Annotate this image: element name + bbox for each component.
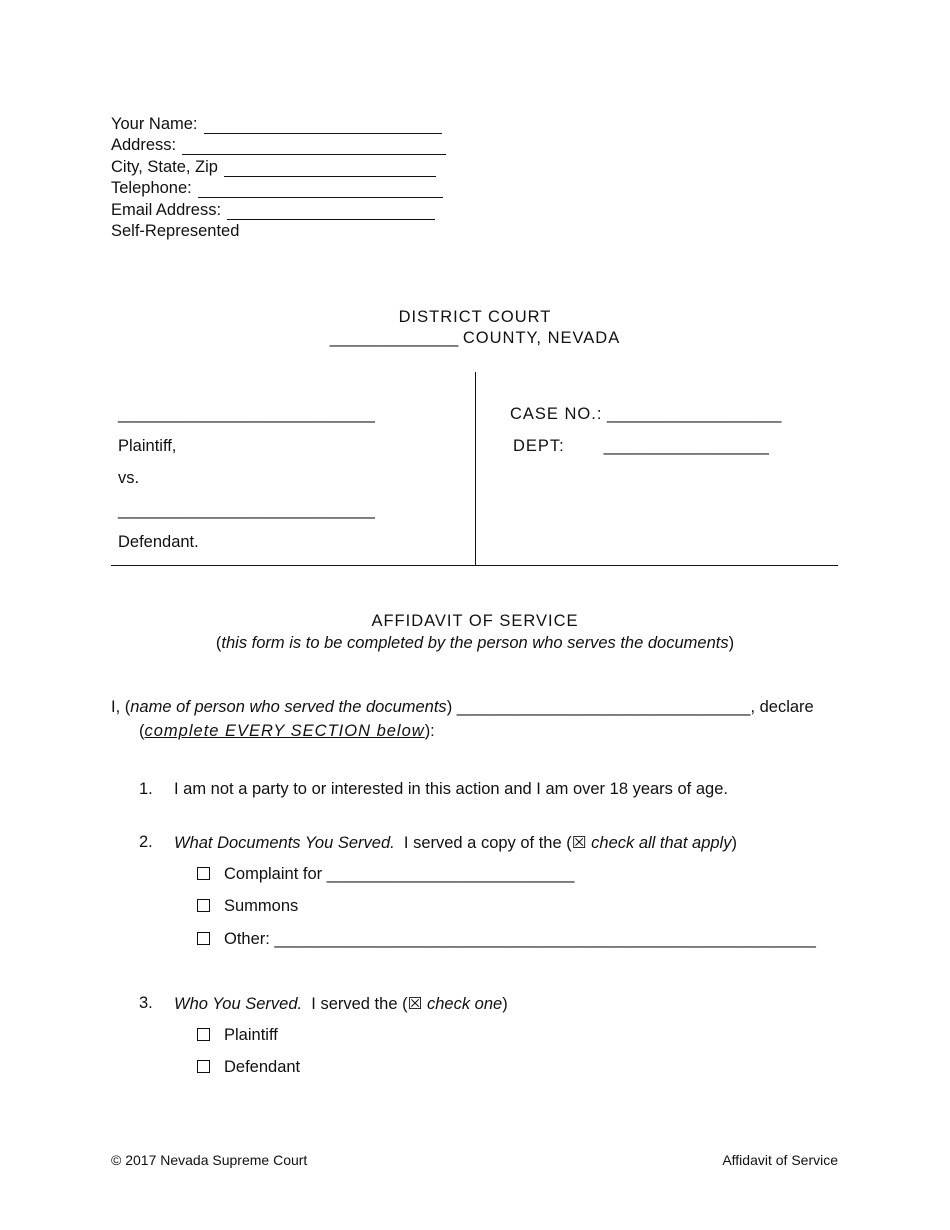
plaintiff-label: Plaintiff, [118, 437, 177, 455]
name-label: Your Name: [111, 114, 198, 133]
served-plaintiff-label: Plaintiff [224, 1026, 278, 1044]
instruction-open: ( [139, 722, 145, 740]
item-1-text: I am not a party to or interested in this action and I am over 18 years of age. [174, 780, 728, 798]
email-label: Email Address: [111, 200, 222, 219]
caption-bottom-rule [111, 565, 838, 566]
summons-checkbox[interactable] [197, 899, 210, 912]
complaint-field[interactable]: ___________________________ [326, 865, 575, 883]
doc-summons-row [197, 897, 298, 916]
item-3-number: 3. [139, 994, 153, 1012]
plaintiff-blank[interactable]: ____________________________ [118, 405, 375, 423]
city-field[interactable] [224, 162, 436, 177]
email-row [111, 198, 446, 220]
served-defendant-label: Defendant [224, 1058, 301, 1076]
caption-divider [475, 372, 476, 565]
served-defendant-row [197, 1058, 300, 1077]
item-2-close: ) [731, 834, 737, 852]
defendant-blank[interactable]: ____________________________ [118, 501, 375, 519]
case-no-row [510, 405, 781, 424]
subtitle-close: ) [728, 634, 735, 652]
intro-prefix: I, ( [111, 698, 131, 716]
dept-row [513, 437, 769, 456]
instruction-text: complete EVERY SECTION below [144, 722, 425, 740]
item-2-number: 2. [139, 833, 153, 851]
name-field[interactable] [204, 119, 442, 134]
other-label: Other: [224, 930, 270, 948]
form-title: AFFIDAVIT OF SERVICE [371, 612, 579, 630]
item-2-hint: check all that apply [591, 834, 732, 852]
case-no-field[interactable]: ___________________ [607, 405, 782, 423]
intro-hint: name of person who served the documents [130, 698, 447, 716]
court-county [0, 329, 950, 348]
item-3-hint: check one [426, 995, 503, 1013]
server-name-field[interactable]: ________________________________ [456, 698, 751, 716]
defendant-label: Defendant. [118, 533, 199, 551]
served-plaintiff-checkbox[interactable] [197, 1028, 210, 1041]
item-2-text [174, 833, 737, 853]
case-no-label: CASE NO.: [510, 405, 603, 423]
intro-after-hint: ) [446, 698, 453, 716]
county-suffix: COUNTY, NEVADA [462, 329, 621, 347]
self-rep-label: Self-Represented [111, 222, 240, 240]
instruction-close: ): [424, 722, 435, 740]
item-2-heading: What Documents You Served. [174, 834, 395, 852]
doc-complaint-row [197, 865, 575, 884]
intro-line [111, 698, 814, 717]
form-subtitle [0, 634, 950, 653]
phone-label: Telephone: [111, 179, 192, 197]
dept-label: DEPT: [513, 437, 565, 455]
email-field[interactable] [227, 205, 435, 220]
item-3-body: I served the (☒ [311, 995, 423, 1013]
intro-declare: , declare [750, 698, 814, 716]
served-defendant-checkbox[interactable] [197, 1060, 210, 1073]
item-3-heading: Who You Served. [174, 995, 303, 1013]
dept-field[interactable]: __________________ [603, 437, 769, 455]
city-row [111, 155, 446, 177]
address-label: Address: [111, 136, 177, 154]
address-field[interactable] [182, 140, 446, 155]
complaint-label: Complaint for [224, 865, 323, 883]
county-blank[interactable]: ______________ [329, 329, 459, 347]
intro-instruction [139, 722, 435, 741]
item-3-text [174, 994, 508, 1014]
subtitle-open: ( [215, 634, 222, 652]
self-rep-row [111, 220, 446, 242]
vs-label: vs. [118, 469, 140, 487]
item-3-close: ) [502, 995, 508, 1013]
item-2-body: I served a copy of the (☒ [403, 834, 587, 852]
phone-row [111, 177, 446, 199]
subtitle-text: this form is to be completed by the person who serves the documents [221, 634, 729, 652]
summons-label: Summons [224, 897, 299, 915]
other-field[interactable]: ___________________________________________________________ [274, 930, 816, 948]
complaint-checkbox[interactable] [197, 867, 210, 880]
city-label: City, State, Zip [111, 157, 218, 176]
filer-info [111, 112, 446, 241]
item-1-number: 1. [139, 780, 153, 798]
doc-other-row [197, 930, 816, 949]
court-title: DISTRICT COURT [398, 308, 552, 326]
address-row [111, 134, 446, 156]
served-plaintiff-row [197, 1026, 278, 1045]
other-checkbox[interactable] [197, 932, 210, 945]
name-row [111, 112, 446, 134]
footer-copyright: © 2017 Nevada Supreme Court [111, 1152, 308, 1168]
footer-form-name: Affidavit of Service [722, 1152, 838, 1168]
phone-field[interactable] [198, 183, 443, 198]
